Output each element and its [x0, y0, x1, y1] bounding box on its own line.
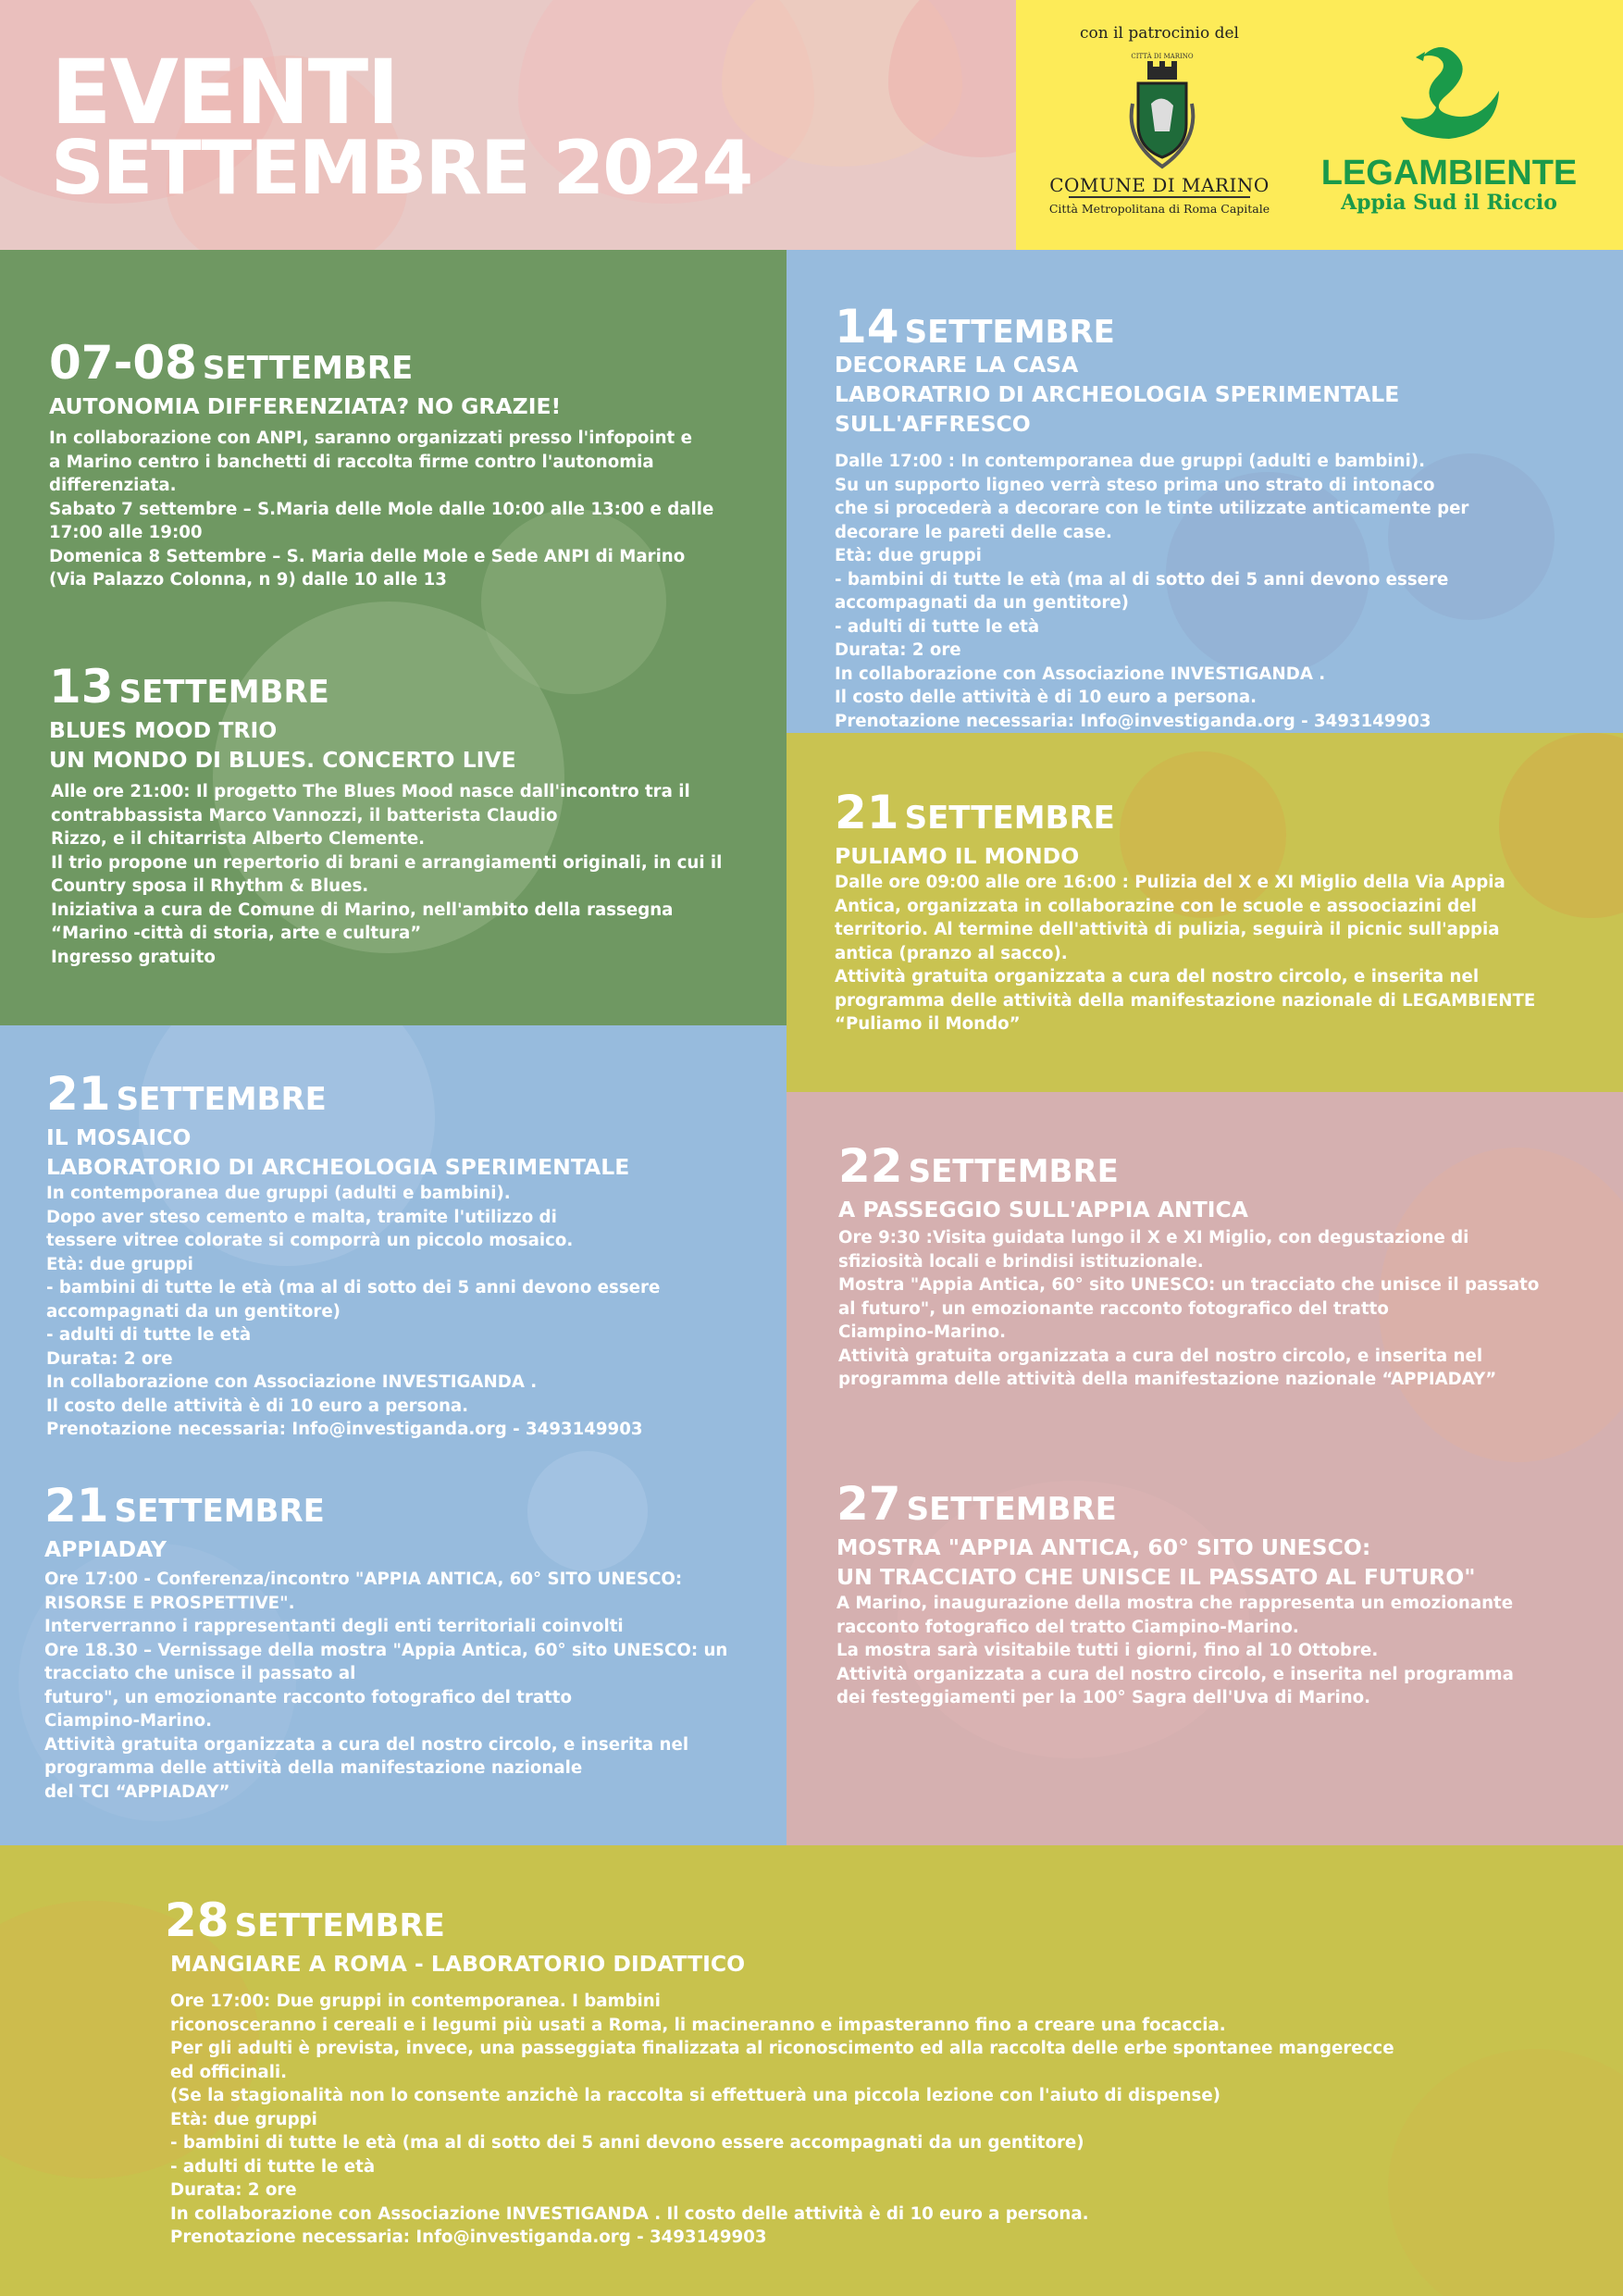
event-description: In contemporanea due gruppi (adulti e bambini). Dopo aver steso cemento e malta, tramite l'utilizzo di tessere vitree colorate si comporrà un piccolo mosaico. Età: due gruppi - bambini di tutte le età (ma al di sotto dei 5 anni devono essere accompagnati da un gentitore) - adulti di tutte le età Durata: 2 ore In collaborazione con Associazione INVESTIGANDA . Il costo delle attività è di 10 euro a persona. Prenotazione necessaria: Info@investiganda.org - 3493149903 [46, 1184, 661, 1439]
event-heading: MANGIARE A ROMA - LABORATORIO DIDATTICO [170, 1951, 746, 1977]
event-heading: DECORARE LA CASA LABORATRIO DI ARCHEOLOGIA SPERIMENTALE SULL'AFFRESCO [835, 352, 1400, 437]
event-description: In collaborazione con ANPI, saranno organizzati presso l'infopoint e a Marino centro i banchetti di raccolta firme contro l'autonomia differenziata. Sabato 7 settembre – S.Maria delle Mole dalle 10:00 alle 13:00 e dalle 17:00 alle 19:00 Domenica 8 Settembre – S. Maria delle Mole e Sede ANPI di Marino (Via Palazzo Colonna, n 9) dalle 10 alle 13 [49, 428, 714, 590]
event-27-mostra [836, 1477, 1604, 1710]
event-date: 21 SETTEMBRE [46, 1067, 327, 1121]
event-description: Ore 9:30 :Visita guidata lungo il X e XI Miglio, con degustazione di sfiziosità locali e brindisi istituzionale. Mostra "Appia Antica, 60° sito UNESCO: un tracciato che unisce il passato al futuro", un emozionante racconto fotografico del tratto Ciampino-Marino. Attività gratuita organizzata a cura del nostro circolo, e inserita nel programma delle attività della manifestazione nazionale “APPIADAY” [838, 1228, 1540, 1389]
event-14-decorare [835, 300, 1603, 733]
event-description: Dalle 17:00 : In contemporanea due gruppi (adulti e bambini). Su un supporto ligneo verrà steso prima uno strato di intonaco che si procederà a decorare con le tinte utilizzate anticamente per decorare le pareti delle case. Età: due gruppi - bambini di tutte le età (ma al di sotto dei 5 anni devono essere accompagnati da un gentitore) - adulti di tutte le età Durata: 2 ore In collaborazione con Associazione INVESTIGANDA . Il costo delle attività è di 10 euro a persona. Prenotazione necessaria: Info@investiganda.org - 3493149903 [835, 452, 1469, 731]
event-21-appiaday [44, 1479, 775, 1804]
event-13-blues [49, 660, 771, 969]
page-title-line1: EVENTI [51, 41, 398, 144]
event-description: Alle ore 21:00: Il progetto The Blues Mood nasce dall'incontro tra il contrabbassista Marco Vannozzi, il batterista Claudio Rizzo, e il chitarrista Alberto Clemente. Il trio propone un repertorio di brani e arrangiamenti originali, in cui il Country sposa il Rhythm & Blues. Iniziativa a cura de Comune di Marino, nell'ambito della rassegna “Marino -città di storia, arte e cultura” Ingresso gratuito [51, 782, 723, 967]
event-date: 21 SETTEMBRE [835, 786, 1115, 839]
comune-name: COMUNE DI MARINO [1049, 174, 1270, 196]
event-21-mosaico [46, 1067, 768, 1442]
event-heading: BLUES MOOD TRIO UN MONDO DI BLUES. CONCERTO LIVE [49, 717, 516, 773]
event-heading: MOSTRA "APPIA ANTICA, 60° SITO UNESCO: UN TRACCIATO CHE UNISCE IL PASSATO AL FUTURO" [836, 1534, 1476, 1590]
event-date: 27 SETTEMBRE [836, 1477, 1117, 1531]
event-21-puliamo [835, 786, 1603, 1036]
divider [1069, 196, 1250, 198]
event-date: 21 SETTEMBRE [44, 1479, 325, 1533]
event-date: 07-08 SETTEMBRE [49, 336, 414, 390]
event-28-mangiare [165, 1893, 1534, 2250]
event-description: Dalle ore 09:00 alle ore 16:00 : Pulizia del X e XI Miglio della Via Appia Antica, organizzata in collaborazine con le scuole e assoociazini del territorio. Al termine dell'attività di pulizia, seguirà il picnic sull'appia antica (pranzo al sacco). Attività gratuita organizzata a cura del nostro circolo, e inserita nel programma delle attività della manifestazione nazionale di LEGAMBIENTE “Puliamo il Mondo” [835, 873, 1536, 1034]
event-description: A Marino, inaugurazione della mostra che rappresenta un emozionante racconto fotografico del tratto Ciampino-Marino. La mostra sarà visitabile tutti i giorni, fino al 10 Ottobre. Attività organizzata a cura del nostro circolo, e inserita nel programma dei festeggiamenti per la 100° Sagra dell'Uva di Marino. [836, 1594, 1514, 1707]
event-date: 14 SETTEMBRE [835, 300, 1115, 354]
event-heading: APPIADAY [44, 1536, 167, 1562]
page-title-line2: SETTEMBRE 2024 [51, 125, 752, 211]
event-heading: AUTONOMIA DIFFERENZIATA? NO GRAZIE! [49, 393, 562, 419]
event-heading: A PASSEGGIO SULL'APPIA ANTICA [838, 1197, 1248, 1222]
comune-subtitle: Città Metropolitana di Roma Capitale [1048, 202, 1270, 216]
event-heading: PULIAMO IL MONDO [835, 843, 1080, 869]
comune-crest-icon [1125, 48, 1199, 170]
sponsor-logos [1016, 0, 1623, 250]
event-description: Ore 17:00: Due gruppi in contemporanea. I bambini riconosceranno i cereali e i legumi più usati a Roma, li macineranno e impasteranno fino a creare una focaccia. Per gli adulti è prevista, invece, una passeggiata finalizzata al riconoscimento ed alla raccolta delle erbe spontanee mangerecce ed officinali. (Se la stagionalità non lo consente anzichè la raccolta si effettuerà una piccola lezione con l'aiuto di dispense) Età: due gruppi - bambini di tutte le età (ma al di sotto dei 5 anni devono essere accompagnati da un gentitore) - adulti di tutte le età Durata: 2 ore In collaborazione con Associazione INVESTIGANDA . Il costo delle attività è di 10 euro a persona. Prenotazione necessaria: Info@investiganda.org - 3493149903 [170, 1992, 1394, 2247]
event-date: 22 SETTEMBRE [838, 1139, 1119, 1193]
legambiente-name: LEGAMBIENTE [1320, 154, 1578, 192]
event-date: 13 SETTEMBRE [49, 660, 329, 714]
event-date: 28 SETTEMBRE [165, 1893, 445, 1947]
event-22-passeggio [838, 1139, 1606, 1392]
event-0708-autonomia [49, 336, 771, 592]
header-banner [0, 0, 1016, 250]
event-heading: IL MOSAICO LABORATORIO DI ARCHEOLOGIA SPERIMENTALE [46, 1124, 630, 1180]
event-description: Ore 17:00 - Conferenza/incontro "APPIA ANTICA, 60° SITO UNESCO: RISORSE E PROSPETTIVE". Interverranno i rappresentanti degli enti territoriali coinvolti Ore 18.30 – Vernissage della mostra "Appia Antica, 60° sito UNESCO: un tracciato che unisce il passato al futuro", un emozionante racconto fotografico del tratto Ciampino-Marino. Attività gratuita organizzata a cura del nostro circolo, e inserita nel programma delle attività della manifestazione nazionale del TCI “APPIADAY” [44, 1570, 728, 1802]
patronage-text: con il patrocinio del [1080, 24, 1239, 43]
crest-label: CITTÀ DI MARINO [1131, 53, 1194, 60]
swan-logo-icon [1394, 37, 1505, 148]
legambiente-subtitle: Appia Sud il Riccio [1341, 191, 1557, 215]
